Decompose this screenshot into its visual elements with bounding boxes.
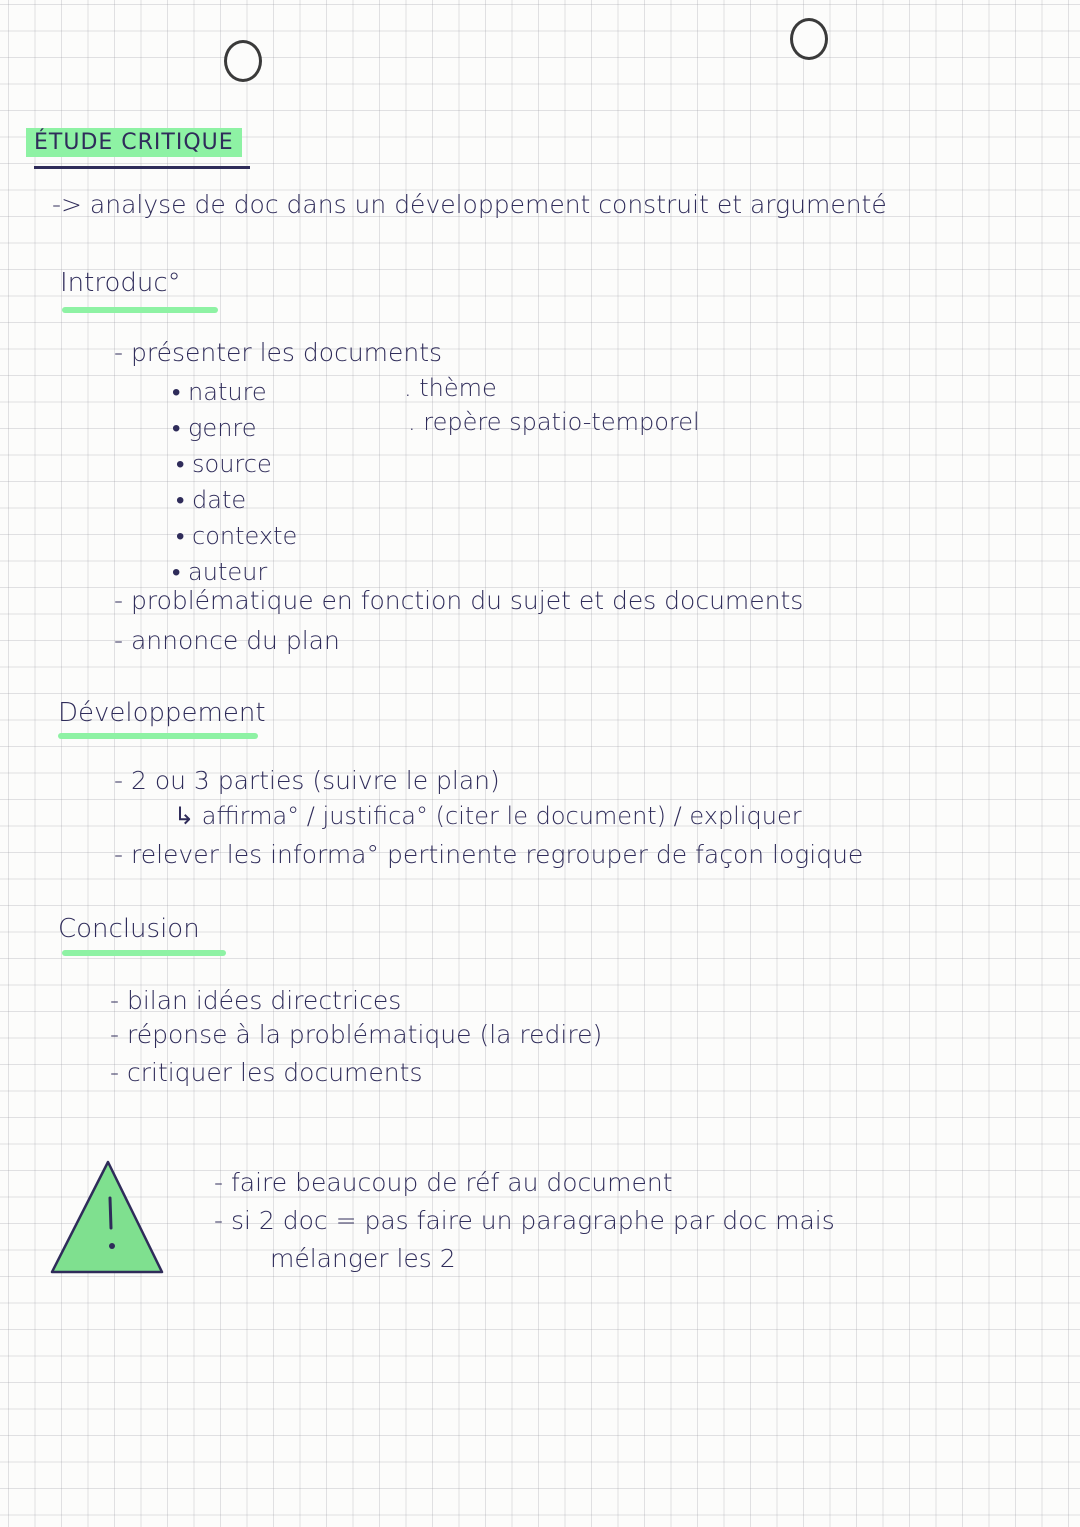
sub-item-text: source — [192, 450, 272, 478]
conclusion-text: bilan idées directrices — [126, 986, 402, 1015]
sub-item-text: thème — [419, 374, 497, 402]
list-item-problematique — [114, 586, 803, 615]
sub-item-genre: • genre — [172, 414, 257, 442]
sub-item-text: date — [192, 486, 247, 514]
sub-item-nature: • nature — [172, 378, 267, 406]
section-heading-introduction: Introduc° — [60, 268, 181, 298]
bullet-dash: - — [114, 338, 131, 367]
sub-item-theme: . thème — [404, 374, 497, 402]
bullet-dash: - — [114, 840, 131, 869]
section-heading-developpement: Développement — [58, 698, 266, 728]
sub-item-auteur: • auteur — [172, 558, 268, 586]
highlight-underline — [58, 733, 258, 739]
bullet-dash: - — [114, 766, 131, 795]
sub-item-text: nature — [188, 378, 267, 406]
list-item-bilan — [110, 986, 401, 1015]
sub-item-source: • source — [176, 450, 272, 478]
warning-text: si 2 doc = pas faire un paragraphe par doc mais — [230, 1206, 835, 1235]
page-title: ÉTUDE CRITIQUE — [26, 128, 242, 157]
warning-line-1 — [214, 1168, 673, 1197]
list-item-annonce — [114, 626, 340, 655]
parties-text: 2 ou 3 parties (suivre le plan) — [130, 766, 500, 795]
binder-hole-right — [790, 18, 828, 60]
list-item-affirmation: ↳ affirma° / justifica° (citer le document) / expliquer — [174, 802, 802, 830]
bullet-dash: - — [214, 1168, 231, 1197]
list-item-reponse — [110, 1020, 602, 1049]
present-text: présenter les documents — [130, 338, 443, 367]
section-heading-conclusion: Conclusion — [58, 914, 200, 944]
highlight-underline — [62, 950, 226, 956]
conclusion-text: critiquer les documents — [126, 1058, 423, 1087]
list-item-relever — [114, 840, 863, 869]
warning-line-3: mélanger les 2 — [270, 1244, 456, 1273]
bullet-dash: - — [214, 1206, 231, 1235]
sub-item-text: repère spatio-temporel — [423, 408, 700, 436]
bullet-dash: - — [110, 986, 127, 1015]
list-item-parties — [114, 766, 500, 795]
sub-item-repere: . repère spatio-temporel — [408, 408, 700, 436]
sub-item-contexte: • contexte — [176, 522, 298, 550]
sub-item-text: auteur — [188, 558, 268, 586]
annonce-text: annonce du plan — [130, 626, 340, 655]
title-underline — [34, 166, 250, 169]
list-item-presenter — [114, 338, 442, 367]
relever-text: relever les informa° pertinente regrouper de façon logique — [130, 840, 864, 869]
highlight-underline — [62, 307, 218, 313]
bullet-dash: - — [110, 1058, 127, 1087]
list-item-critiquer — [110, 1058, 422, 1087]
warning-triangle-icon — [48, 1158, 168, 1278]
bullet-dash: - — [110, 1020, 127, 1049]
binder-hole-left — [224, 40, 262, 82]
sub-item-date: • date — [176, 486, 247, 514]
warning-line-2 — [214, 1206, 835, 1235]
problematique-text: problématique en fonction du sujet et des documents — [130, 586, 804, 615]
sub-item-text: contexte — [192, 522, 298, 550]
bullet-dash: - — [114, 626, 131, 655]
bullet-dash: - — [114, 586, 131, 615]
conclusion-text: réponse à la problématique (la redire) — [126, 1020, 603, 1049]
intro-line: -> analyse de doc dans un développement construit et argumenté — [52, 190, 887, 219]
warning-text: faire beaucoup de réf au document — [230, 1168, 673, 1197]
sub-item-text: genre — [188, 414, 257, 442]
